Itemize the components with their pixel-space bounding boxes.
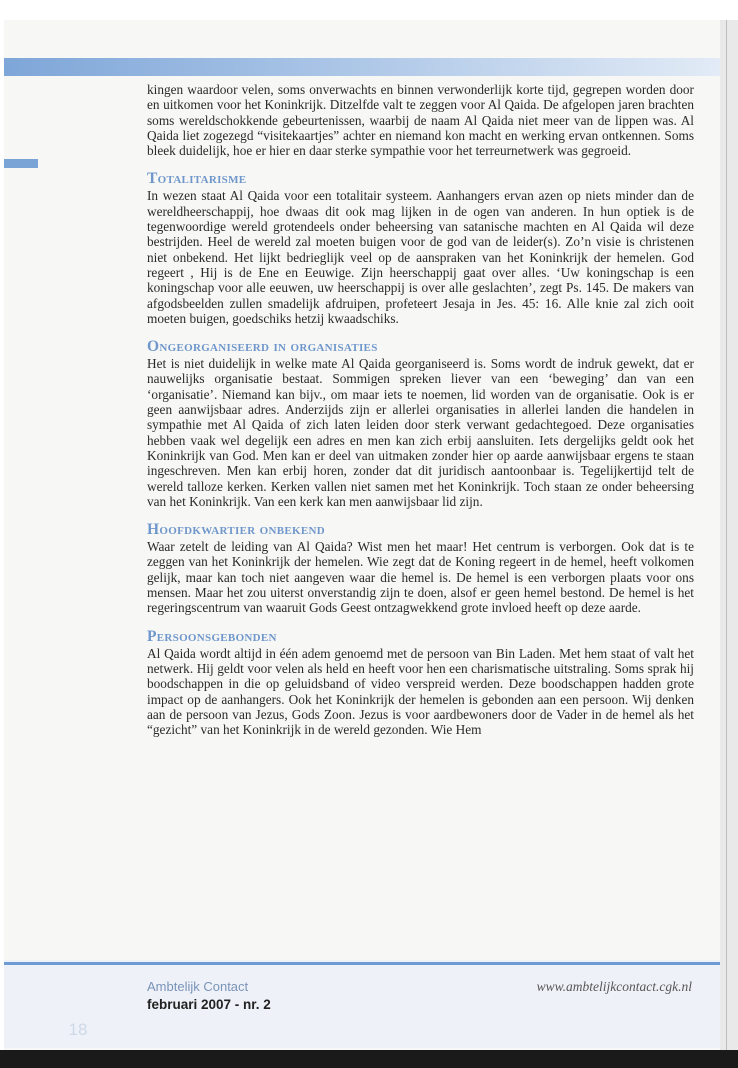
section-paragraph: Waar zetelt de leiding van Al Qaida? Wist men het maar! Het centrum is verborgen. Ook dat is te zeggen van het Koninkrijk der hemelen. Wie zegt dat de Koning regeert in de hemel, heeft volkomen gelijk, maar kan toch niet aangeven waar die hemel is. De hemel is een verborgen plaats voor ons mensen. Maar het zou uiterst onverstandig zijn te doen, alsof er geen hemel bestond. De hemel is het regeringscentrum van waaruit Gods Geest ontzagwekkend grote invloed heeft op deze aarde.: [147, 539, 694, 616]
issue-label: februari 2007 - nr. 2: [147, 997, 271, 1012]
section-heading: Totalitarisme: [147, 170, 247, 188]
section-hoofdkwartier: [147, 521, 694, 615]
article-body: [147, 82, 694, 737]
section-persoonsgebonden: [147, 628, 694, 738]
adjacent-page-edge: [720, 20, 738, 1050]
footer-divider: [4, 962, 720, 965]
section-paragraph: In wezen staat Al Qaida voor een totalitair systeem. Aanhangers ervan azen op niets minder dan de wereldheerschappij, hoe dwaas dit ook mag lijken in de ogen van anderen. In hun optiek is de tegenwoordige wereld grotendeels onder beheersing van satanische machten en Al Qaida wil deze bestrijden. Heel de wereld zal moeten buigen voor de god van de leider(s). Zo’n visie is christenen niet onbekend. Het lijkt bedrieglijk veel op de aanspraken van het Koninkrijk der hemelen. God regeert , Hij is de Ene en Eeuwige. Zijn heerschappij gaat over alles. ‘Uw koningschap is een koningschap voor alle eeuwen, uw heerschappij is over alle geslachten’, zegt Ps. 145. De makers van afgodsbeelden zullen smadelijk afdruipen, profeteert Jesaja in Jes. 45: 16. Alle knie zal zich ooit moeten buigen, goedschiks hetzij kwaadschiks.: [147, 188, 694, 326]
section-heading: Persoonsgebonden: [147, 627, 277, 645]
page-number: 18: [68, 1020, 88, 1039]
page-fold-line: [726, 20, 727, 1050]
header-color-band: [4, 58, 720, 76]
scan-border: [0, 1050, 738, 1068]
margin-color-mark: [4, 159, 38, 168]
section-ongeorganiseerd: [147, 338, 694, 509]
website-link[interactable]: www.ambtelijkcontact.cgk.nl: [536, 979, 692, 994]
magazine-title: Ambtelijk Contact: [147, 979, 249, 994]
section-heading: Ongeorganiseerd in organisaties: [147, 338, 378, 356]
section-paragraph: Al Qaida wordt altijd in één adem genoemd met de persoon van Bin Laden. Met hem staat of valt het netwerk. Hij geldt voor velen als held en heeft voor hen een charismatische uitstraling. Soms sprak hij boodschappen in die op geluidsband of video verspreid werden. Deze boodschappen hadden grote impact op de aanhangers. Ook het Koninkrijk der hemelen is gebonden aan een persoon. Wij denken aan de persoon van Jezus, Gods Zoon. Jezus is voor aardbewoners door de Vader in de hemel als het “gezicht” van het Koninkrijk in de wereld gezonden. Wie Hem: [147, 645, 694, 738]
footer-background: [4, 960, 720, 1048]
section-totalitarisme: [147, 170, 694, 326]
intro-paragraph: kingen waardoor velen, soms onverwachts en binnen verwonderlijk korte tijd, gegrepen worden door en uitkomen voor het Koninkrijk. Ditzelfde valt te zeggen voor Al Qaida. De afgelopen jaren brachten soms wereldschokkende gebeurtenissen, waarbij de naam Al Qaida niet meer van de lippen was. Al Qaida liet zogezegd “visitekaartjes” achter en niemand kon macht en werking ervan ontkennen. Soms bleek duidelijk, hoe er hier en daar sterke sympathie voor het terreurnetwerk was gegroeid.: [147, 82, 694, 159]
section-paragraph: Het is niet duidelijk in welke mate Al Qaida georganiseerd is. Soms wordt de indruk gewekt, dat er nauwelijks organisatie bestaat. Sommigen spreken liever van een ‘beweging’ dan van een ‘organisatie’. Niemand kan bijv., om maar iets te noemen, lid worden van de organisatie. Ook is er geen aanwijsbaar adres. Anderzijds zijn er allerlei organisaties in allerlei landen die handelen in sympathie met Al Qaida of zich laten leiden door sterk verwant gedachtegoed. Deze organisaties hebben vaak wel degelijk een adres en men kan zich erbij aansluiten. Iets dergelijks geldt ook het Koninkrijk van God. Men kan er deel van uitmaken zonder hier op aarde aanwijsbaar ergens te staan ingeschreven. Men kan erbij horen, zonder dat dit juridisch aantoonbaar is. Tegelijkertijd telt de wereld talloze kerken. Kerken vallen niet samen met het Koninkrijk. Toch staan ze onder beheersing van het Koninkrijk. Van een kerk kan men aanwijsbaar lid zijn.: [147, 356, 694, 509]
section-heading: Hoofdkwartier onbekend: [147, 521, 325, 539]
